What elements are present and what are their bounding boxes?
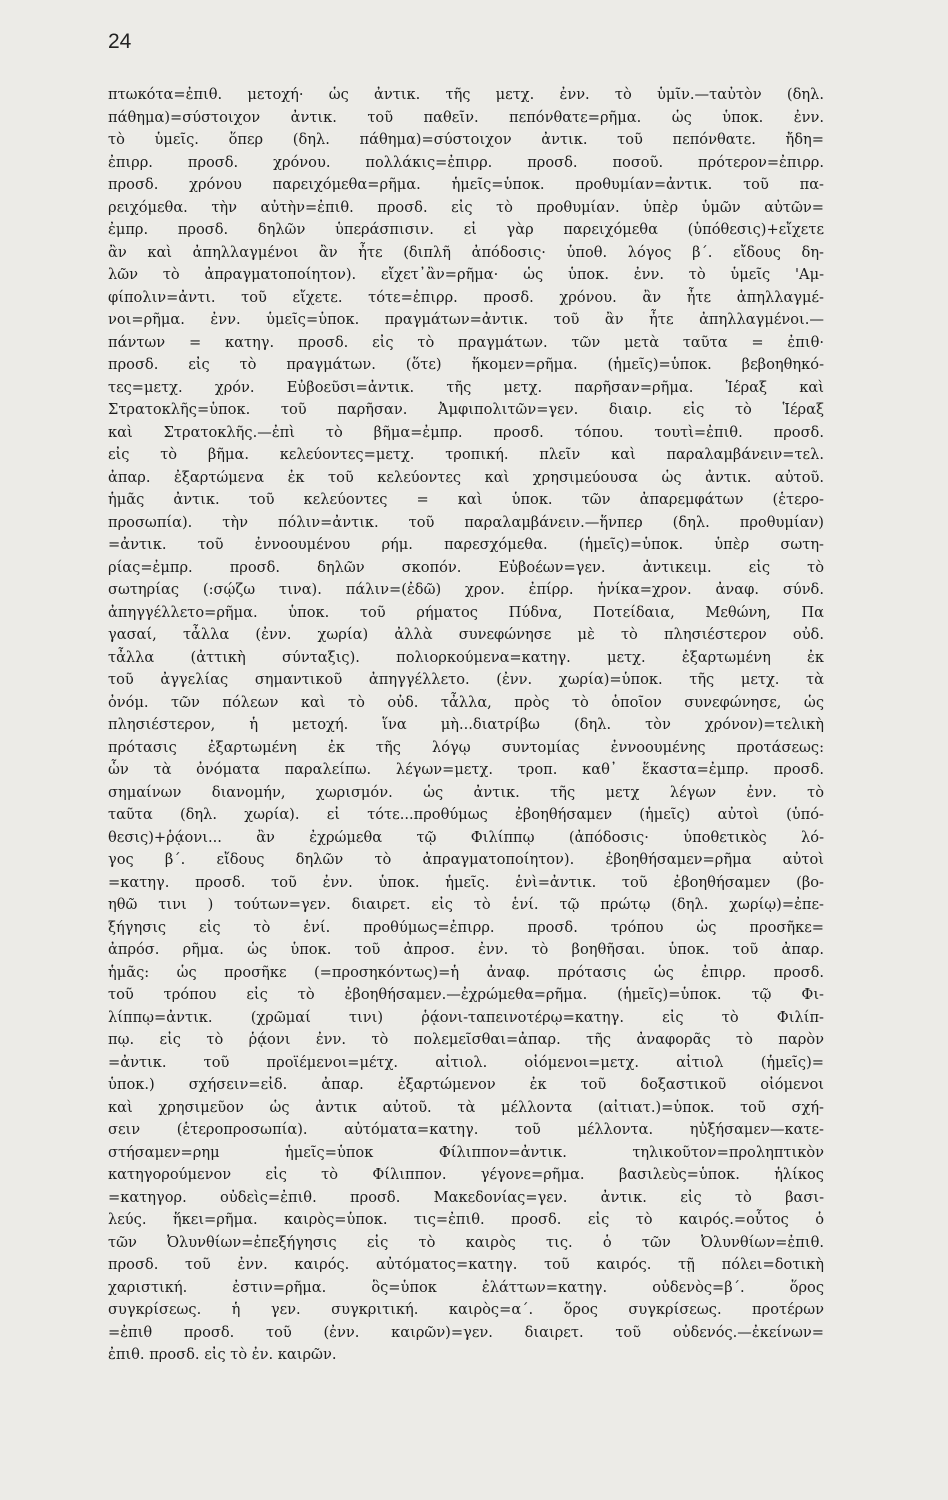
text-line: ὧν τὰ ὀνόματα παραλείπω. λέγων=μετχ. τροπ. καθ᾽ ἕκαστα=ἐμπρ. προσδ. (108, 761, 824, 778)
text-line: ἡμᾶς ἀντικ. τοῦ κελεύοντες = καὶ ὑποκ. τῶν ἀπαρεμφάτων (ἑτερο- (108, 491, 824, 508)
text-line: πάθημα)=σύστοιχον ἀντικ. τοῦ παθεῖν. πεπόνθατε=ρῆμα. ὡς ὑποκ. ἐνν. (108, 108, 824, 126)
text-line: =ἀντικ. τοῦ προϊέμενοι=μέτχ. αἰτιολ. οἰόμενοι=μετχ. αἰτιολ (ἡμεῖς)= (108, 1053, 824, 1071)
page-number: 24 (108, 30, 132, 53)
text-line: πτωκότα=ἐπιθ. μετοχή· ὡς ἀντικ. τῆς μετχ. ἐνν. τὸ ὑμῖν.—ταὐτὸν (δηλ. (108, 86, 824, 103)
text-line: ἐπιθ. προσδ. εἰς τὸ ἐν. καιρῶν. (108, 1346, 337, 1363)
text-line: τῶν Ὀλυνθίων=ἐπεξήγησις εἰς τὸ καιρὸς τις. ὁ τῶν Ὀλυνθίων=ἐπιθ. (108, 1233, 824, 1251)
text-line: τες=μετχ. χρόν. Εὐβοεῦσι=ἀντικ. τῆς μετχ. παρῆσαν=ρῆμα. Ἱέραξ καὶ (108, 378, 824, 396)
text-line: εἰς τὸ βῆμα. κελεύοντες=μετχ. τροπική. πλεῖν καὶ παραλαμβάνειν=τελ. (108, 446, 824, 463)
text-line: προσδ. χρόνου παρειχόμεθα=ρῆμα. ἡμεῖς=ὑποκ. προθυμίαν=ἀντικ. τοῦ πα- (108, 176, 824, 193)
text-line: =ἀντικ. τοῦ ἐννοουμένου ρήμ. παρεσχόμεθα. (ἡμεῖς)=ὑποκ. ὑπὲρ σωτη- (108, 536, 824, 553)
text-line: συγκρίσεως. ἡ γεν. συγκριτική. καιρὸς=α΄. ὅρος συγκρίσεως. προτέρων (108, 1301, 824, 1318)
text-line: τἆλλα (ἀττικὴ σύνταξις). πολιορκούμενα=κατηγ. μετχ. ἐξαρτωμένη ἐκ (108, 648, 824, 666)
text-line: προσωπία). τὴν πόλιν=ἀντικ. τοῦ παραλαμβάνειν.—ἥνπερ (δηλ. προθυμίαν) (108, 513, 824, 531)
text-line: λίππῳ=ἀντικ. (χρῶμαί τινι) ῥᾴονι-ταπεινοτέρῳ=κατηγ. εἰς τὸ Φιλίπ- (108, 1008, 824, 1026)
text-line: καὶ χρησιμεῦον ὡς ἀντικ αὐτοῦ. τὰ μέλλοντα (αἰτιατ.)=ὑποκ. τοῦ σχή- (108, 1098, 824, 1116)
text-line: ἀπαρ. ἐξαρτώμενα ἐκ τοῦ κελεύοντες καὶ χρησιμεύουσα ὡς ἀντικ. αὐτοῦ. (108, 468, 824, 486)
text-line: ρειχόμεθα. τὴν αὐτὴν=ἐπιθ. προσδ. εἰς τὸ προθυμίαν. ὑπὲρ ὑμῶν αὐτῶν= (108, 198, 824, 216)
text-line: νοι=ρῆμα. ἐνν. ὑμεῖς=ὑποκ. πραγμάτων=ἀντικ. τοῦ ἂν ἦτε ἀπηλλαγμένοι.— (108, 311, 824, 328)
text-line: ξήγησις εἰς τὸ ἑνί. προθύμως=ἐπιρρ. προσδ. τρόπου ὡς προσῆκε= (108, 918, 824, 936)
text-line: ὑποκ.) σχήσειν=εἰδ. ἀπαρ. ἐξαρτώμενον ἐκ τοῦ δοξαστικοῦ οἰόμενοι (108, 1076, 824, 1093)
text-line: πῳ. εἰς τὸ ῥᾴονι ἐνν. τὸ πολεμεῖσθαι=ἀπαρ. τῆς ἀναφορᾶς τὸ παρὸν (108, 1031, 824, 1048)
text-line: πάντων = κατηγ. προσδ. εἰς τὸ πραγμάτων. τῶν μετὰ ταῦτα = ἐπιθ· (108, 333, 824, 351)
text-line: ἡμᾶς: ὡς προσῆκε (=προσηκόντως)=ἡ ἀναφ. πρότασις ὡς ἐπιρρ. προσδ. (108, 963, 824, 981)
text-line: ἐπιρρ. προσδ. χρόνου. πολλάκις=ἐπιρρ. προσδ. ποσοῦ. πρότερον=ἐπιρρ. (108, 153, 824, 171)
text-line: ἐμπρ. προσδ. δηλῶν ὑπεράσπισιν. εἰ γὰρ παρειχόμεθα (ὑπόθεσις)+εἴχετε (108, 221, 824, 238)
text-line: πλησιέστερον, ἡ μετοχή. ἵνα μὴ...διατρίβω (δηλ. τὸν χρόνον)=τελικὴ (108, 716, 824, 733)
text-line: σειν (ἑτεροπροσωπία). αὐτόματα=κατηγ. τοῦ μέλλοντα. ηὐξήσαμεν—κατε- (108, 1121, 824, 1138)
text-line: στήσαμεν=ρημ ἡμεῖς=ὑποκ Φίλιππον=ἀντικ. τηλικοῦτον=προληπτικὸν (108, 1143, 824, 1161)
text-line: προσδ. εἰς τὸ πραγμάτων. (ὅτε) ἥκομεν=ρῆμα. (ἡμεῖς)=ὑποκ. βεβοηθηκό- (108, 356, 824, 373)
text-line: =ἐπιθ προσδ. τοῦ (ἐνν. καιρῶν)=γεν. διαιρετ. τοῦ οὐδενός.—ἐκείνων= (108, 1323, 824, 1341)
text-line: σωτηρίας (:σῴζω τινα). πάλιν=(ἐδῶ) χρον. ἐπίρρ. ἡνίκα=χρον. ἀναφ. σύνδ. (108, 581, 824, 598)
text-line: γασαί, τἆλλα (ἐνν. χωρία) ἀλλὰ συνεφώνησε μὲ τὸ πλησιέστερον οὐδ. (108, 626, 824, 643)
commentary-text (108, 84, 824, 1367)
text-line: ρίας=ἐμπρ. προσδ. δηλῶν σκοπόν. Εὐβοέων=γεν. ἀντικειμ. εἰς τὸ (108, 558, 824, 576)
text-line: φίπολιν=ἀντι. τοῦ εἴχετε. τότε=ἐπιρρ. προσδ. χρόνου. ἂν ἦτε ἀπηλλαγμέ- (108, 288, 824, 306)
text-line: λῶν τὸ ἀπραγματοποίητον). εἴχετ᾽ἂν=ρῆμα· ὡς ὑποκ. ἐνν. τὸ ὑμεῖς 'Αμ- (108, 266, 824, 283)
text-line: τοῦ ἀγγελίας σημαντικοῦ ἀπηγγέλλετο. (ἐνν. χωρία)=ὑποκ. τῆς μετχ. τὰ (108, 671, 824, 688)
text-line: ἀπρόσ. ρῆμα. ὡς ὑποκ. τοῦ ἀπροσ. ἐνν. τὸ βοηθῆσαι. ὑποκ. τοῦ ἀπαρ. (108, 941, 824, 958)
text-line: χαριστική. ἐστιν=ρῆμα. ὃς=ὑποκ ἐλάττων=κατηγ. οὐδενὸς=β΄. ὅρος (108, 1278, 824, 1296)
text-line: ἂν καὶ ἀπηλλαγμένοι ἂν ἦτε (διπλῆ ἀπόδοσις· ὑποθ. λόγος β΄. εἴδους δη- (108, 243, 824, 261)
text-line: κατηγορούμενον εἰς τὸ Φίλιππον. γέγονε=ρῆμα. βασιλεὺς=ὑποκ. ἡλίκος (108, 1166, 824, 1183)
text-line: Στρατοκλῆς=ὑποκ. τοῦ παρῆσαν. Ἀμφιπολιτῶν=γεν. διαιρ. εἰς τὸ Ἱέραξ (108, 401, 824, 418)
text-line: λεύς. ἥκει=ρῆμα. καιρὸς=ὑποκ. τις=ἐπιθ. προσδ. εἰς τὸ καιρός.=οὗτος ὁ (108, 1211, 824, 1228)
text-line: =κατηγορ. οὐδεὶς=ἐπιθ. προσδ. Μακεδονίας=γεν. ἀντικ. εἰς τὸ βασι- (108, 1188, 824, 1206)
text-line: ηθῶ τινι ) τούτων=γεν. διαιρετ. εἰς τὸ ἑνί. τῷ πρώτῳ (δηλ. χωρίῳ)=ἐπε- (108, 896, 824, 913)
text-line: γος β΄. εἴδους δηλῶν τὸ ἀπραγματοποίητον). ἐβοηθήσαμεν=ρῆμα αὐτοὶ (108, 851, 824, 868)
text-line: καὶ Στρατοκλῆς.—ἐπὶ τὸ βῆμα=ἐμπρ. προσδ. τόπου. τουτὶ=ἐπιθ. προσδ. (108, 423, 824, 441)
text-line: ταῦτα (δηλ. χωρία). εἰ τότε...προθύμως ἐβοηθήσαμεν (ἡμεῖς) αὐτοὶ (ὑπό- (108, 806, 824, 823)
text-line: ἀπηγγέλλετο=ρῆμα. ὑποκ. τοῦ ρήματος Πύδνα, Ποτείδαια, Μεθώνη, Πα (108, 603, 824, 621)
text-line: σημαίνων διανομήν, χωρισμόν. ὡς ἀντικ. τῆς μετχ λέγων ἐνν. τὸ (108, 783, 824, 801)
text-line: πρότασις ἐξαρτωμένη ἐκ τῆς λόγῳ συντομίας ἐννοουμένης προτάσεως: (108, 738, 824, 756)
text-line: =κατηγ. προσδ. τοῦ ἐνν. ὑποκ. ἡμεῖς. ἑνὶ=ἀντικ. τοῦ ἐβοηθήσαμεν (βο- (108, 873, 824, 891)
text-line: τὸ ὑμεῖς. ὅπερ (δηλ. πάθημα)=σύστοιχον ἀντικ. τοῦ πεπόνθατε. ἤδη= (108, 131, 824, 148)
text-line: ὀνόμ. τῶν πόλεων καὶ τὸ οὐδ. τἆλλα, πρὸς τὸ ὁποῖον συνεφώνησε, ὡς (108, 693, 824, 711)
text-line: θεσις)+ῥᾴονι... ἂν ἐχρώμεθα τῷ Φιλίππῳ (ἀπόδοσις· ὑποθετικὸς λό- (108, 828, 824, 846)
text-line: προσδ. τοῦ ἐνν. καιρός. αὐτόματος=κατηγ. τοῦ καιρός. τῇ πόλει=δοτικὴ (108, 1256, 824, 1273)
text-line: τοῦ τρόπου εἰς τὸ ἐβοηθήσαμεν.—ἐχρώμεθα=ρῆμα. (ἡμεῖς)=ὑποκ. τῷ Φι- (108, 986, 824, 1003)
